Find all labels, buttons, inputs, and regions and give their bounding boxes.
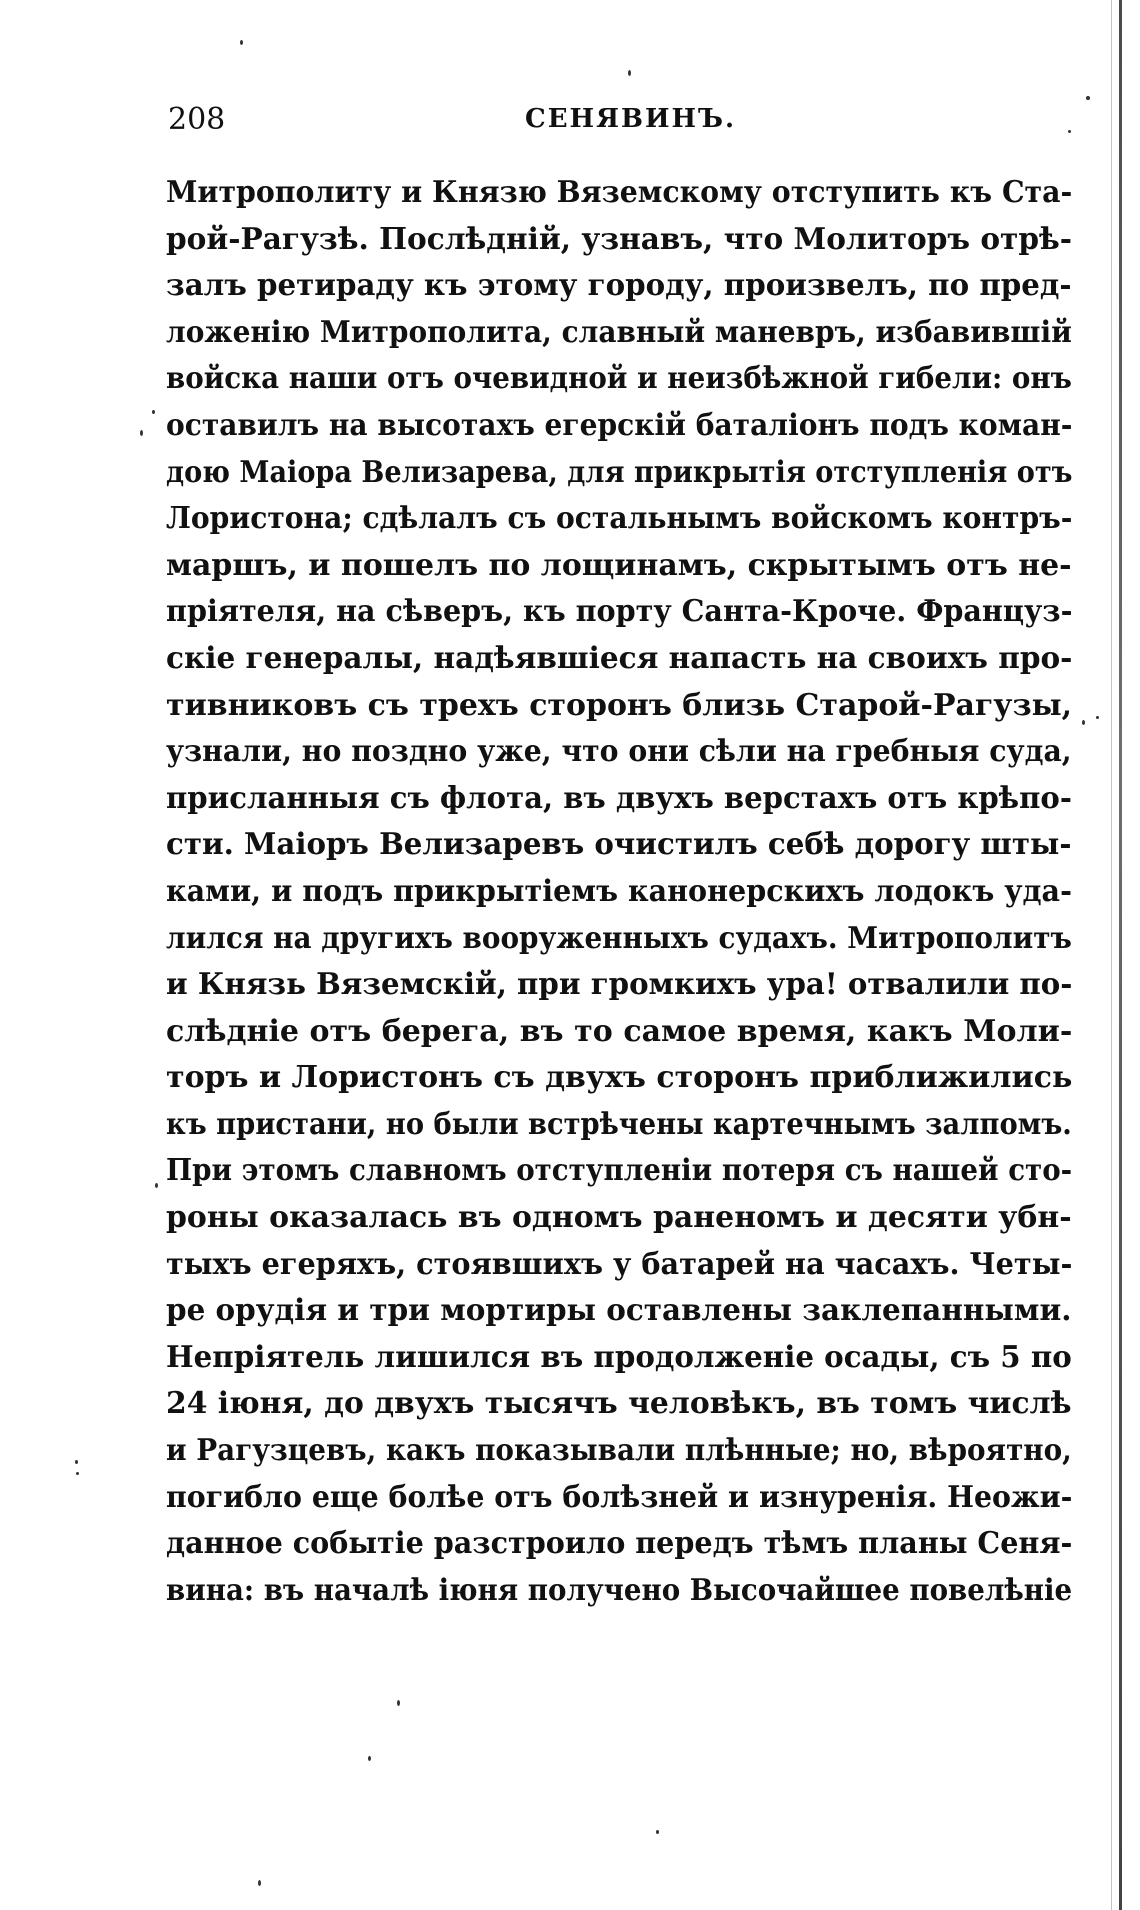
- scan-speck: [155, 1183, 158, 1188]
- scan-speck: [258, 1880, 261, 1886]
- scan-edge-shadow: [1119, 0, 1122, 1910]
- text-line: Непріятель лишился въ продолженіе осады, съ 5 по: [166, 1339, 1072, 1375]
- text-line: Лористона; сдѣлалъ съ остальнымъ войскомъ контръ-: [166, 501, 1073, 537]
- text-line: оставилъ на высотахъ егерскій баталіонъ подъ коман-: [166, 407, 1073, 443]
- text-line: роны оказалась въ одномъ раненомъ и десяти убн-: [166, 1200, 1072, 1236]
- text-line: сти. Маіоръ Велизаревъ очистилъ себѣ дорогу шты-: [166, 827, 1072, 863]
- text-line: къ пристани, но были встрѣчены картечнымъ залпомъ.: [166, 1106, 1072, 1142]
- text-line: узнали, но поздно уже, что они сѣли на гребныя суда,: [166, 734, 1072, 770]
- scan-speck: [1096, 716, 1099, 719]
- text-line: При этомъ славномъ отступленіи потеря съ нашей сто-: [166, 1153, 1072, 1189]
- text-line: маршъ, и пошелъ по лощинамъ, скрытымъ отъ не-: [166, 547, 1072, 583]
- text-line: ложенію Митрополита, славный маневръ, избавившій: [166, 314, 1072, 350]
- page-number: 208: [168, 102, 226, 137]
- scan-speck: [76, 1472, 79, 1475]
- page-header: [168, 102, 1068, 142]
- text-line: присланныя съ флота, въ двухъ верстахъ отъ крѣпо-: [166, 780, 1072, 816]
- text-line: тивниковъ съ трехъ сторонъ близь Старой-Рагузы,: [166, 687, 1073, 723]
- text-line: слѣдніе отъ берега, въ то самое время, какъ Моли-: [166, 1013, 1072, 1049]
- text-line: данное событіе разстроило передъ тѣмъ планы Сеня-: [166, 1526, 1073, 1562]
- text-line: войска наши отъ очевидной и неизбѣжной гибели: онъ: [166, 361, 1072, 397]
- scan-speck: [75, 1460, 78, 1464]
- text-line: Митрополиту и Князю Вяземскому отступить къ Ста-: [166, 175, 1072, 210]
- scan-speck: [397, 1700, 400, 1706]
- text-line: пріятеля, на сѣверъ, къ порту Санта-Кроче. Француз-: [166, 594, 1073, 630]
- text-line: вина: въ началѣ іюня получено Высочайшее повелѣніе: [166, 1572, 1073, 1608]
- scan-speck: [140, 430, 143, 436]
- scan-edge-line: [1111, 0, 1112, 1910]
- scan-speck: [1068, 130, 1071, 133]
- text-line: 24 іюня, до двухъ тысячъ человѣкъ, въ томъ числѣ: [166, 1386, 1072, 1422]
- scan-speck: [368, 1756, 371, 1761]
- text-line: ками, и подъ прикрытіемъ канонерскихъ лодокъ уда-: [166, 873, 1072, 909]
- scan-speck: [656, 1830, 659, 1834]
- scan-speck: [1086, 96, 1090, 100]
- body-text: [166, 170, 1072, 1614]
- text-line: дою Маіора Велизарева, для прикрытія отступленія отъ: [166, 454, 1073, 490]
- scan-speck: [152, 410, 155, 414]
- text-line: и Рагузцевъ, какъ показывали плѣнные; но, вѣроятно,: [166, 1433, 1072, 1469]
- text-line: торъ и Лористонъ съ двухъ сторонъ приближились: [166, 1060, 1073, 1096]
- text-line: ре орудія и три мортиры оставлены заклепанными.: [166, 1293, 1072, 1329]
- text-line: залъ ретираду къ этому городу, произвелъ, по пред-: [166, 268, 1072, 304]
- text-line: лился на другихъ вооруженныхъ судахъ. Митрополитъ: [166, 920, 1072, 956]
- scan-speck: [1082, 720, 1085, 725]
- running-title: СЕНЯВИНЪ.: [525, 104, 737, 134]
- text-line: скіе генералы, надѣявшіеся напасть на своихъ про-: [166, 640, 1072, 676]
- text-line: и Князь Вяземскій, при громкихъ ура! отвалили по-: [166, 967, 1073, 1003]
- text-line: тыхъ егеряхъ, стоявшихъ у батарей на часахъ. Четы-: [166, 1246, 1072, 1282]
- scan-speck: [628, 70, 631, 76]
- scan-speck: [240, 40, 243, 45]
- text-line: рой-Рагузѣ. Послѣдній, узнавъ, что Молиторъ отрѣ-: [166, 221, 1073, 257]
- text-line: погибло еще болѣе отъ болѣзней и изнуренія. Неожи-: [166, 1479, 1072, 1515]
